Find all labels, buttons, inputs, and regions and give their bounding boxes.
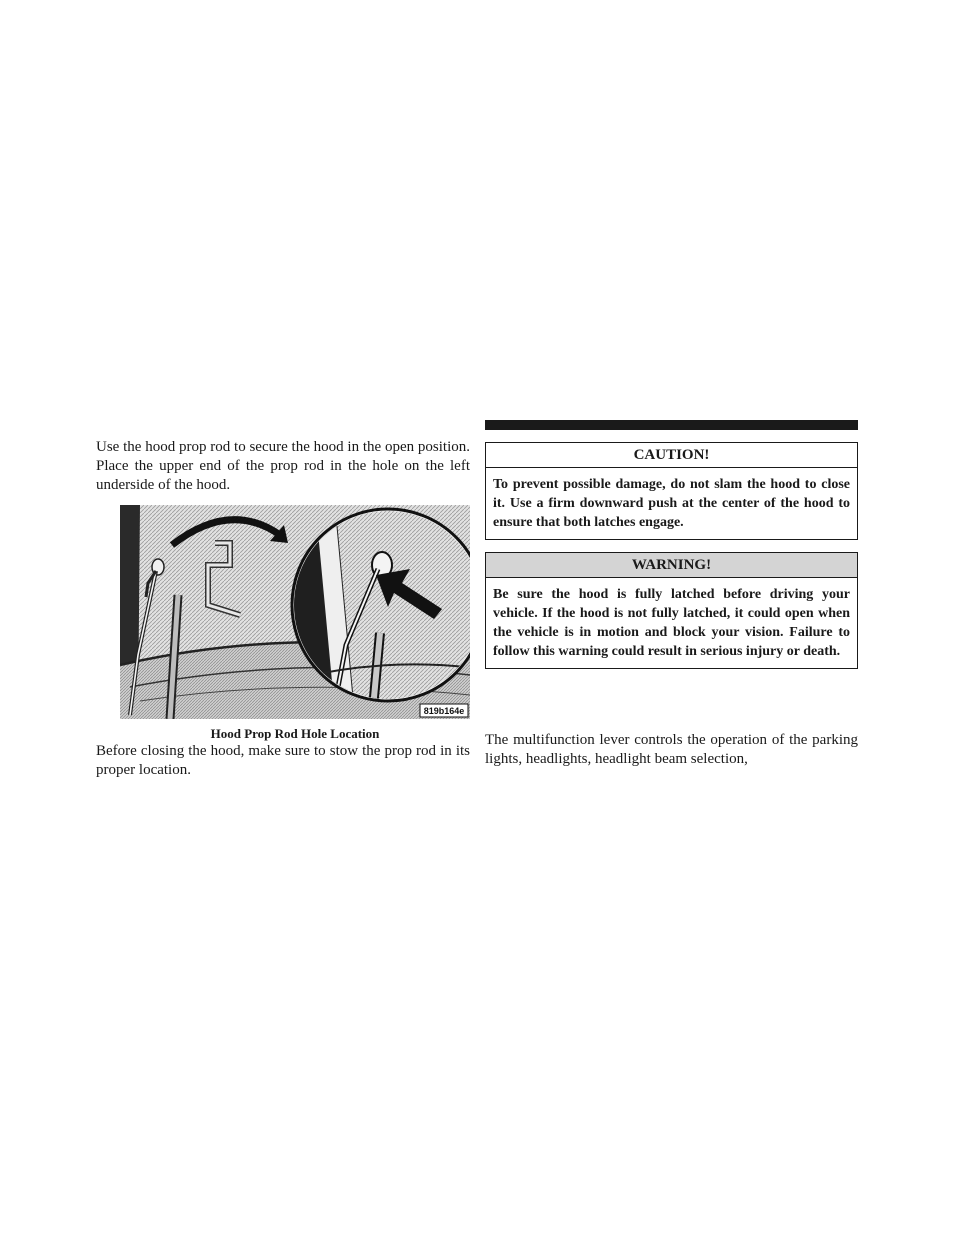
multifunction-lever-text: The multifunction lever controls the operation of the parking lights, headlights, headlight beam selection, bbox=[485, 732, 858, 767]
caution-box bbox=[485, 442, 858, 540]
warning-box bbox=[485, 552, 858, 669]
figure-caption: Hood Prop Rod Hole Location bbox=[210, 726, 380, 741]
hood-illustration-svg bbox=[120, 505, 470, 719]
caution-title: CAUTION! bbox=[486, 443, 857, 468]
section-spacer bbox=[485, 669, 858, 731]
section-rule bbox=[485, 420, 858, 430]
prop-rod-intro: Use the hood prop rod to secure the hood in the open position. Place the upper end of the prop rod in the hole on the left underside of the hood. bbox=[96, 439, 470, 493]
figure-code: 819b164e bbox=[423, 706, 465, 716]
left-column bbox=[96, 438, 470, 780]
caution-text: To prevent possible damage, do not slam the hood to close it. Use a firm downward push at the center of the hood to ensure that both latches engage. bbox=[493, 477, 850, 530]
hood-prop-rod-illustration bbox=[120, 505, 470, 719]
right-column bbox=[485, 420, 858, 769]
warning-title: WARNING! bbox=[486, 553, 857, 578]
warning-text: Be sure the hood is fully latched before driving your vehicle. If the hood is not fully latched, it could open when the vehicle is in motion and block your vision. Failure to follow this warning could result in serious injury or death. bbox=[493, 587, 850, 659]
closing-instructions: Before closing the hood, make sure to stow the prop rod in its proper location. bbox=[96, 743, 470, 778]
